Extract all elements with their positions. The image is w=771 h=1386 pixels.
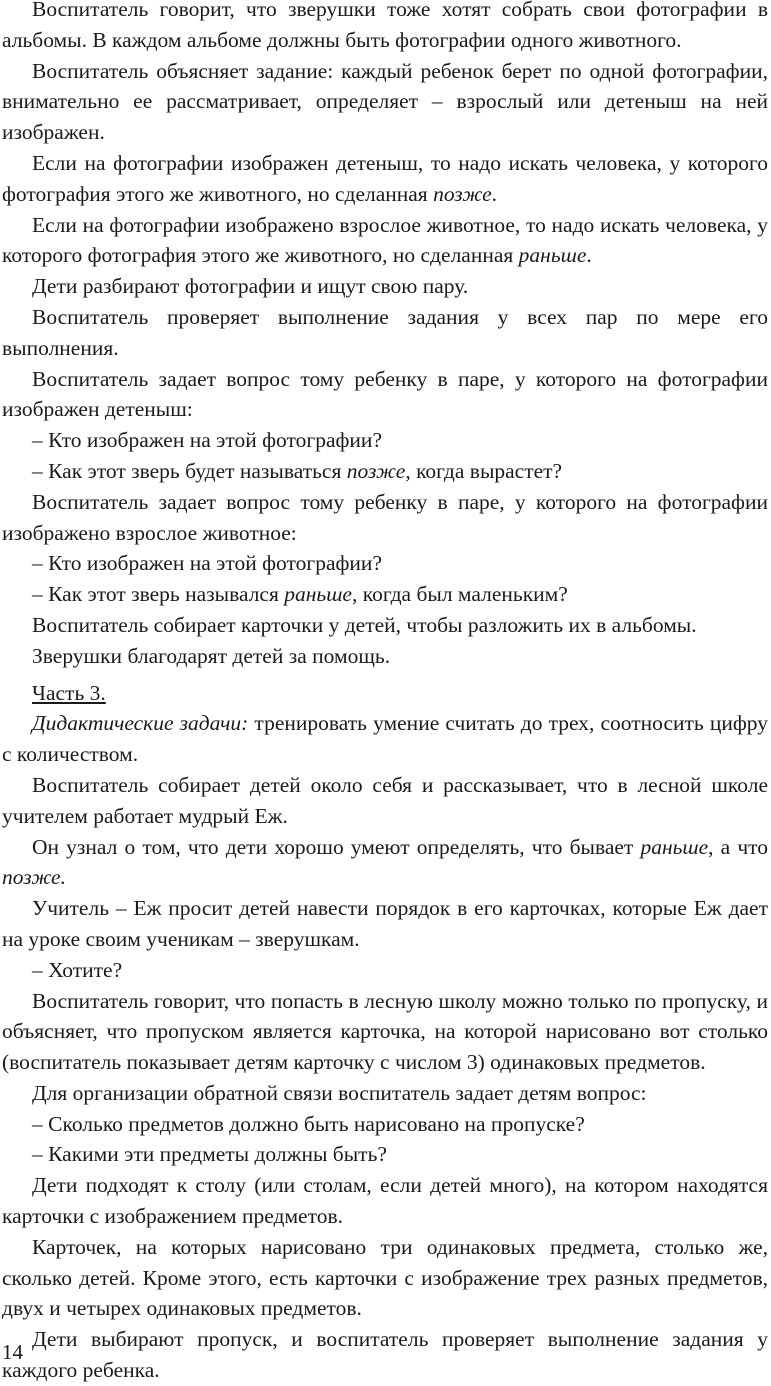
text-run: Карточек, на которых нарисовано три одинаковых предмета, столько же, сколько детей. Кроме этого, есть карточки с изображение трех разных предметов, двух и четырех одинаковых предметов.	[2, 1234, 768, 1321]
italic-word: позже	[433, 181, 492, 206]
text-run: когда вырастет?	[410, 458, 563, 483]
text-run: Если на фотографии изображен детеныш, то надо искать человека, у которого фотография этого же животного, но сделанная	[2, 150, 768, 206]
text-run: – Как этот зверь будет называться	[32, 458, 347, 483]
italic-word: Дидактические задачи:	[32, 711, 249, 736]
dialogue-line	[2, 425, 768, 456]
text-run: – Какими эти предметы должны быть?	[32, 1142, 387, 1167]
paragraph	[2, 1078, 768, 1109]
text-run: Воспитатель объясняет задание: каждый ребенок берет по одной фотографии, внимательно ее рассматривает, определяет – взрослый или детеныш на ней изображен.	[2, 58, 768, 145]
text-run: – Кто изображен на этой фотографии?	[32, 428, 382, 453]
paragraph	[2, 148, 768, 210]
paragraph	[2, 1324, 768, 1386]
text-run: Дети подходят к столу (или столам, если детей много), на котором находятся карточки с изображением предметов.	[2, 1173, 768, 1229]
dialogue-line	[2, 548, 768, 579]
text-run: Воспитатель задает вопрос тому ребенку в паре, у которого на фотографии изображено взрослое животное:	[2, 489, 768, 545]
paragraph	[2, 832, 768, 894]
text-run: Дети выбирают пропуск, и воспитатель проверяет выполнение задания у каждого ребенка.	[2, 1327, 768, 1383]
text-run: – Кто изображен на этой фотографии?	[32, 551, 382, 576]
dialogue-line	[2, 456, 768, 487]
paragraph	[2, 210, 768, 272]
paragraph	[2, 302, 768, 364]
italic-word: раньше	[640, 834, 709, 859]
text-run: , когда был маленьким?	[351, 582, 568, 607]
text-run: Воспитатель говорит, что попасть в лесную школу можно только по пропуску, и объясняет, что пропуском является карточка, на которой нарисовано вот столько (воспитатель показывает детям карточку с числом 3) одинаковых предметов.	[2, 988, 768, 1075]
paragraph	[2, 56, 768, 148]
paragraph	[2, 770, 768, 832]
paragraph	[2, 610, 768, 641]
text-run: Воспитатель собирает детей около себя и рассказывает, что в лесной школе учителем работает мудрый Еж.	[2, 772, 768, 828]
text-run: Если на фотографии изображено взрослое животное, то надо искать человека, у которого фотография этого же животного, но сделанная	[2, 212, 768, 268]
text-run: Зверушки благодарят детей за помощь.	[32, 643, 391, 668]
text-run: Воспитатель проверяет выполнение задания у всех пар по мере его выполнения.	[2, 304, 768, 360]
paragraph	[2, 364, 768, 426]
dialogue-line	[2, 1109, 768, 1140]
paragraph	[2, 708, 768, 770]
text-run: Воспитатель задает вопрос тому ребенку в паре, у которого на фотографии изображен детеныш:	[2, 366, 768, 422]
italic-word: раньше	[284, 582, 352, 607]
page-number: 14	[2, 1340, 23, 1364]
paragraph	[2, 893, 768, 955]
italic-word: позже,	[346, 458, 411, 483]
text-run: .	[586, 243, 592, 268]
section-heading	[2, 678, 768, 709]
text-run: , а что	[708, 834, 769, 859]
text-run: Он узнал о том, что дети хорошо умеют определять, что бывает	[32, 834, 641, 859]
body-text	[2, 0, 768, 1386]
paragraph	[2, 641, 768, 672]
text-run: Часть 3.	[32, 680, 106, 705]
paragraph	[2, 1232, 768, 1324]
text-run: тренировать умение считать до трех, соотносить цифру с количеством.	[2, 711, 768, 767]
paragraph	[2, 1170, 768, 1232]
paragraph	[2, 271, 768, 302]
paragraph	[2, 986, 768, 1078]
text-run: Дети разбирают фотографии и ищут свою пару.	[32, 274, 469, 299]
italic-word: раньше	[518, 243, 587, 268]
text-run: – Как этот зверь назывался	[32, 582, 285, 607]
text-run: .	[491, 181, 498, 206]
paragraph	[2, 487, 768, 549]
text-run: Учитель – Еж просит детей навести порядок в его карточках, которые Еж дает на уроке своим ученикам – зверушкам.	[2, 896, 768, 951]
dialogue-line	[2, 955, 768, 986]
dialogue-line	[2, 1139, 768, 1170]
dialogue-line	[2, 579, 768, 610]
text-run: Для организации обратной связи воспитатель задает детям вопрос:	[32, 1080, 647, 1105]
text-run: – Хотите?	[32, 957, 123, 982]
text-run: Воспитатель говорит, что зверушки тоже хотят собрать свои фотографии в альбомы. В каждом альбоме должны быть фотографии одного животного.	[2, 0, 768, 52]
text-run: Воспитатель собирает карточки у детей, чтобы разложить их в альбомы.	[32, 612, 697, 637]
italic-word: позже.	[2, 865, 66, 890]
text-run: – Сколько предметов должно быть нарисовано на пропуске?	[32, 1111, 585, 1136]
paragraph	[2, 0, 768, 56]
